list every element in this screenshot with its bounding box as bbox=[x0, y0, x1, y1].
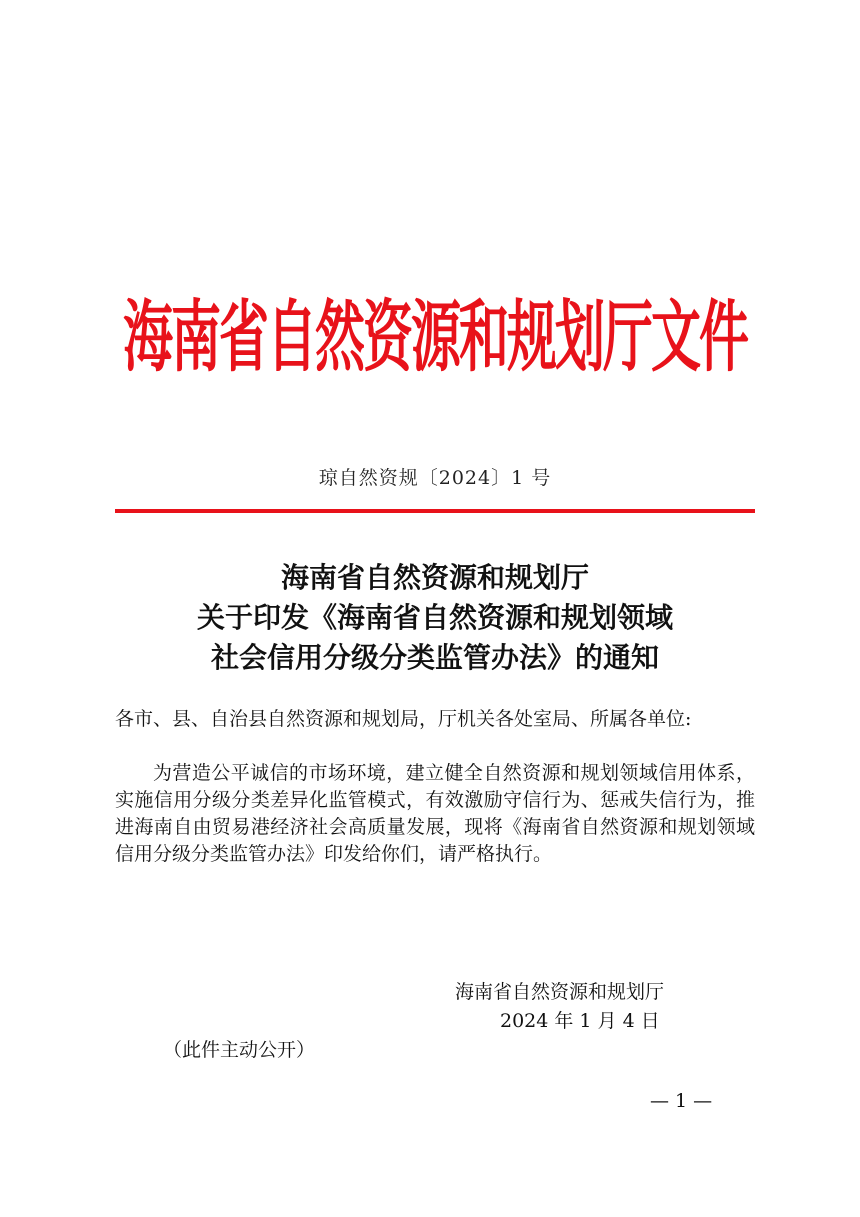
red-divider-line bbox=[115, 509, 755, 513]
issue-date: 2024 年 1 月 4 日 bbox=[500, 1010, 660, 1032]
masthead-title: 海南省自然资源和规划厅文件 bbox=[123, 292, 747, 382]
title-line-3: 社会信用分级分类监管办法》的通知 bbox=[210, 641, 659, 674]
page-number: — 1 — bbox=[650, 1090, 713, 1112]
body-paragraph: 为营造公平诚信的市场环境，建立健全自然资源和规划领域信用体系，实施信用分级分类差异化监管模式，有效激励守信行为、惩戒失信行为，推进海南自由贸易港经济社会高质量发展，现将《海南省自然资源和规划领域信用分级分类监管办法》印发给你们，请严格执行。 bbox=[115, 762, 755, 865]
addressee-line: 各市、县、自治县自然资源和规划局，厅机关各处室局、所属各单位: bbox=[115, 708, 692, 730]
notice-title bbox=[115, 558, 755, 678]
title-line-1: 海南省自然资源和规划厅 bbox=[280, 561, 589, 594]
disclosure-note: （此件主动公开） bbox=[163, 1039, 316, 1061]
document-number: 琼自然资规〔2024〕1 号 bbox=[318, 467, 552, 489]
title-line-2: 关于印发《海南省自然资源和规划领域 bbox=[196, 601, 673, 634]
issuer-signature: 海南省自然资源和规划厅 bbox=[455, 981, 665, 1003]
masthead-header bbox=[115, 282, 755, 392]
